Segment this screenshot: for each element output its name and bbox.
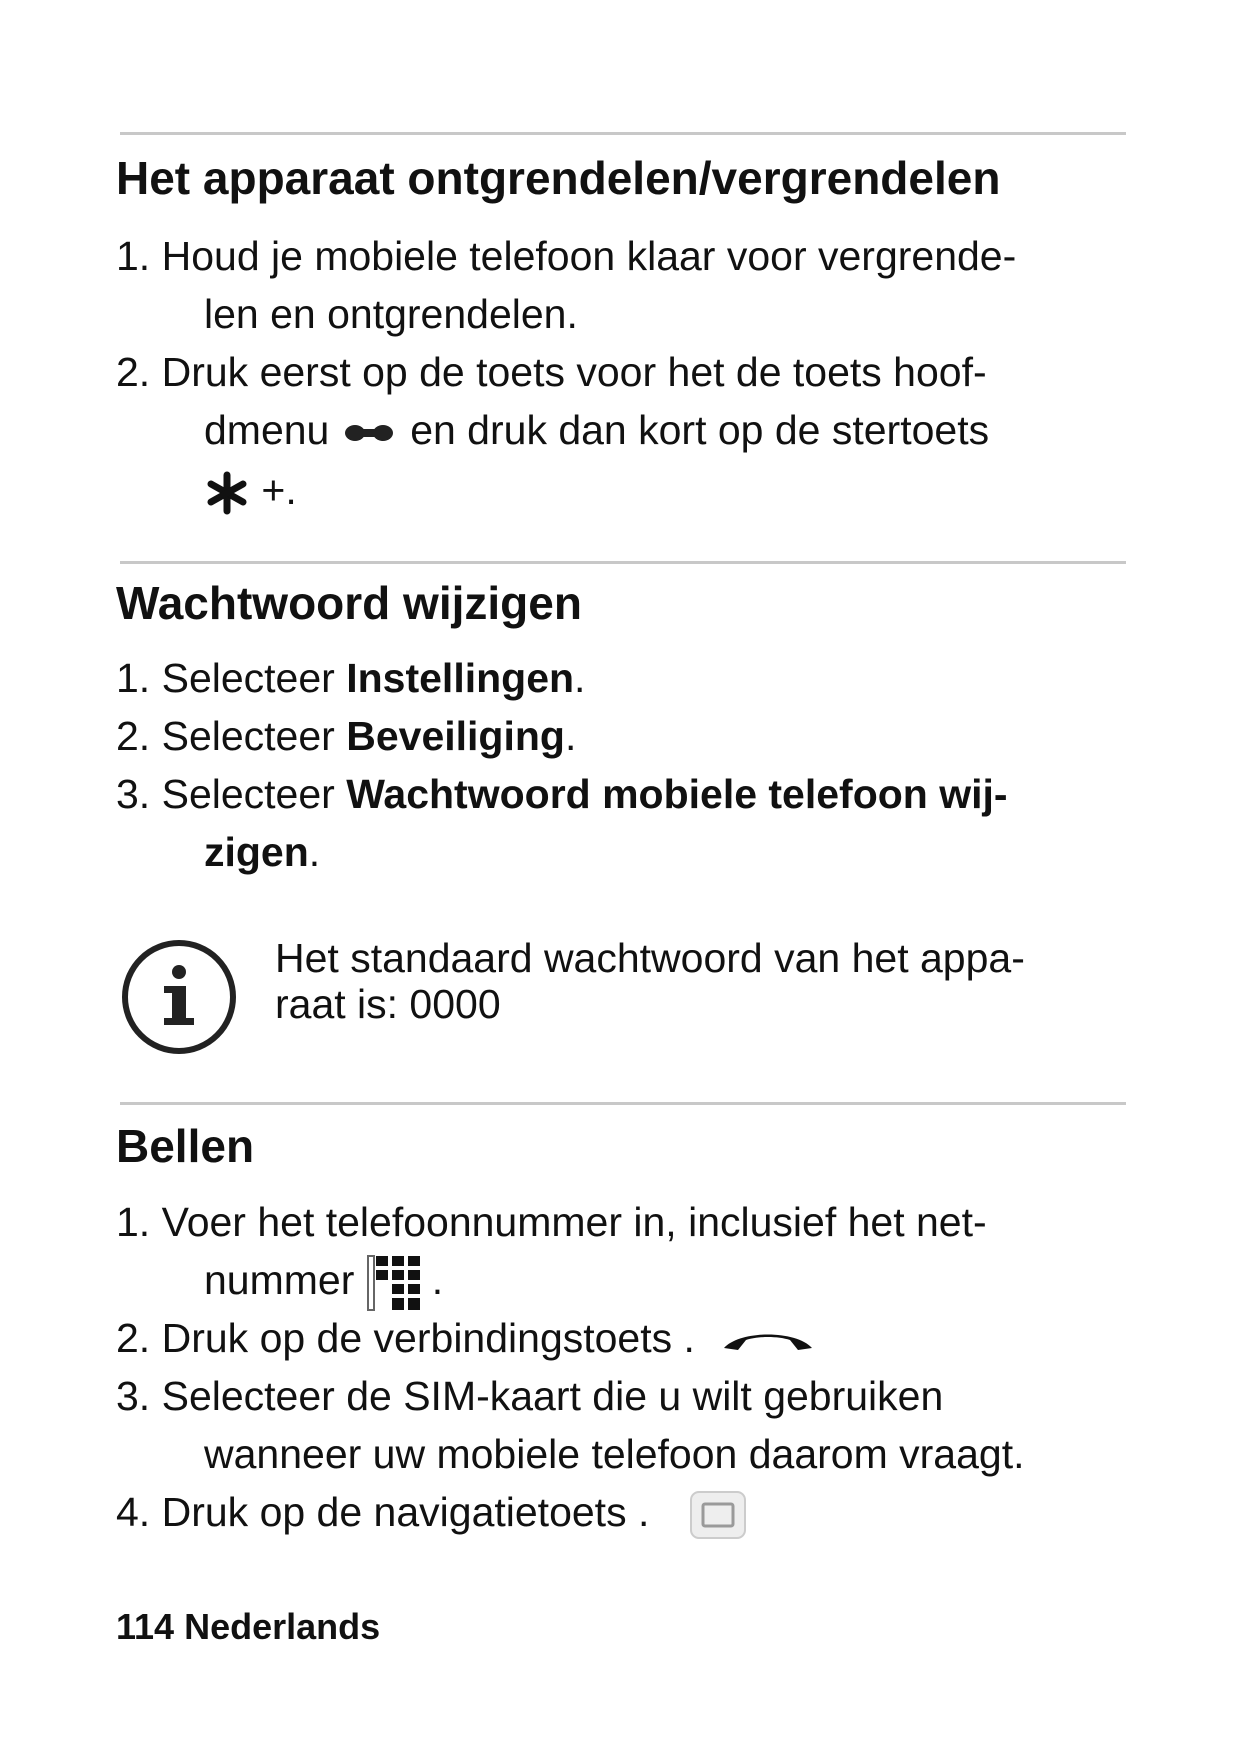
divider (120, 561, 1126, 564)
step-2-line-3 (204, 462, 297, 518)
step-text: wanneer uw mobiele telefoon daarom vraagt. (204, 1431, 1025, 1477)
divider (120, 1102, 1126, 1105)
divider (120, 132, 1126, 135)
heading-unlock-lock: Het apparaat ontgrendelen/vergrendelen (116, 152, 1001, 204)
keypad-icon (366, 1252, 432, 1314)
step-number: 2. (116, 1315, 151, 1361)
step-2: 2. Selecteer Beveiliging. (116, 713, 577, 759)
menu-item-name: zigen (204, 829, 309, 875)
step-text: Druk op de navigatietoets . (161, 1489, 650, 1535)
step-number: 3. (116, 771, 151, 817)
step-3-line-2: zigen. (204, 829, 321, 875)
step-4 (116, 1484, 747, 1540)
step-number: 1. (116, 233, 151, 279)
step-text: Houd je mobiele telefoon klaar voor vergrende- (161, 233, 1017, 279)
step-3-line-1 (116, 1368, 943, 1424)
step-text: Selecteer de SIM-kaart die u wilt gebruiken (161, 1373, 944, 1419)
navigation-key-icon (689, 1490, 747, 1540)
step-number: 1. (116, 1199, 151, 1245)
page-footer: 114 Nederlands (116, 1606, 381, 1647)
step-number: 4. (116, 1489, 151, 1535)
step-text: Selecteer (161, 771, 335, 817)
step-1-line-2 (204, 286, 578, 342)
step-text: Voer het telefoonnummer in, inclusief het net- (161, 1199, 987, 1245)
step-text: Selecteer (161, 655, 335, 701)
step-text: +. (261, 467, 297, 513)
call-key-icon (720, 1326, 816, 1356)
step-text: dmenu (204, 407, 330, 453)
step-3-line-1 (116, 766, 1008, 822)
step-text: Druk eerst op de toets voor het de toets hoof- (161, 349, 987, 395)
step-number: 2. (116, 349, 151, 395)
info-icon (120, 938, 238, 1056)
step-text: nummer (204, 1257, 355, 1303)
step-1-line-1 (116, 228, 1016, 284)
step-number: 2. (116, 713, 151, 759)
step-3-line-2 (204, 1426, 1024, 1482)
step-2-line-2 (204, 402, 989, 458)
menu-item-name: Wachtwoord mobiele telefoon wij- (346, 771, 1008, 817)
step-1: 1. Selecteer Instellingen. (116, 655, 586, 701)
heading-calling: Bellen (116, 1120, 255, 1172)
step-2-line-1 (116, 344, 987, 400)
step-number: 3. (116, 1373, 151, 1419)
step-1-line-2: nummer . (204, 1252, 443, 1314)
info-note-line-1: Het standaard wachtwoord van het appa- (275, 935, 1025, 981)
step-text: Druk op de verbindingstoets . (161, 1315, 695, 1361)
info-note-line-2: raat is: 0000 (275, 981, 501, 1027)
menu-item-name: Instellingen (346, 655, 575, 701)
heading-change-password: Wachtwoord wijzigen (116, 577, 582, 629)
step-text: len en ontgrendelen. (204, 291, 578, 337)
step-text: Selecteer (161, 713, 335, 759)
step-1-line-1 (116, 1194, 987, 1250)
menu-item-name: Beveiliging (346, 713, 565, 759)
menu-key-icon (341, 419, 399, 447)
step-number: 1. (116, 655, 151, 701)
star-key-icon (204, 470, 250, 516)
step-text: en druk dan kort op de stertoets (410, 407, 990, 453)
step-2 (116, 1310, 816, 1366)
